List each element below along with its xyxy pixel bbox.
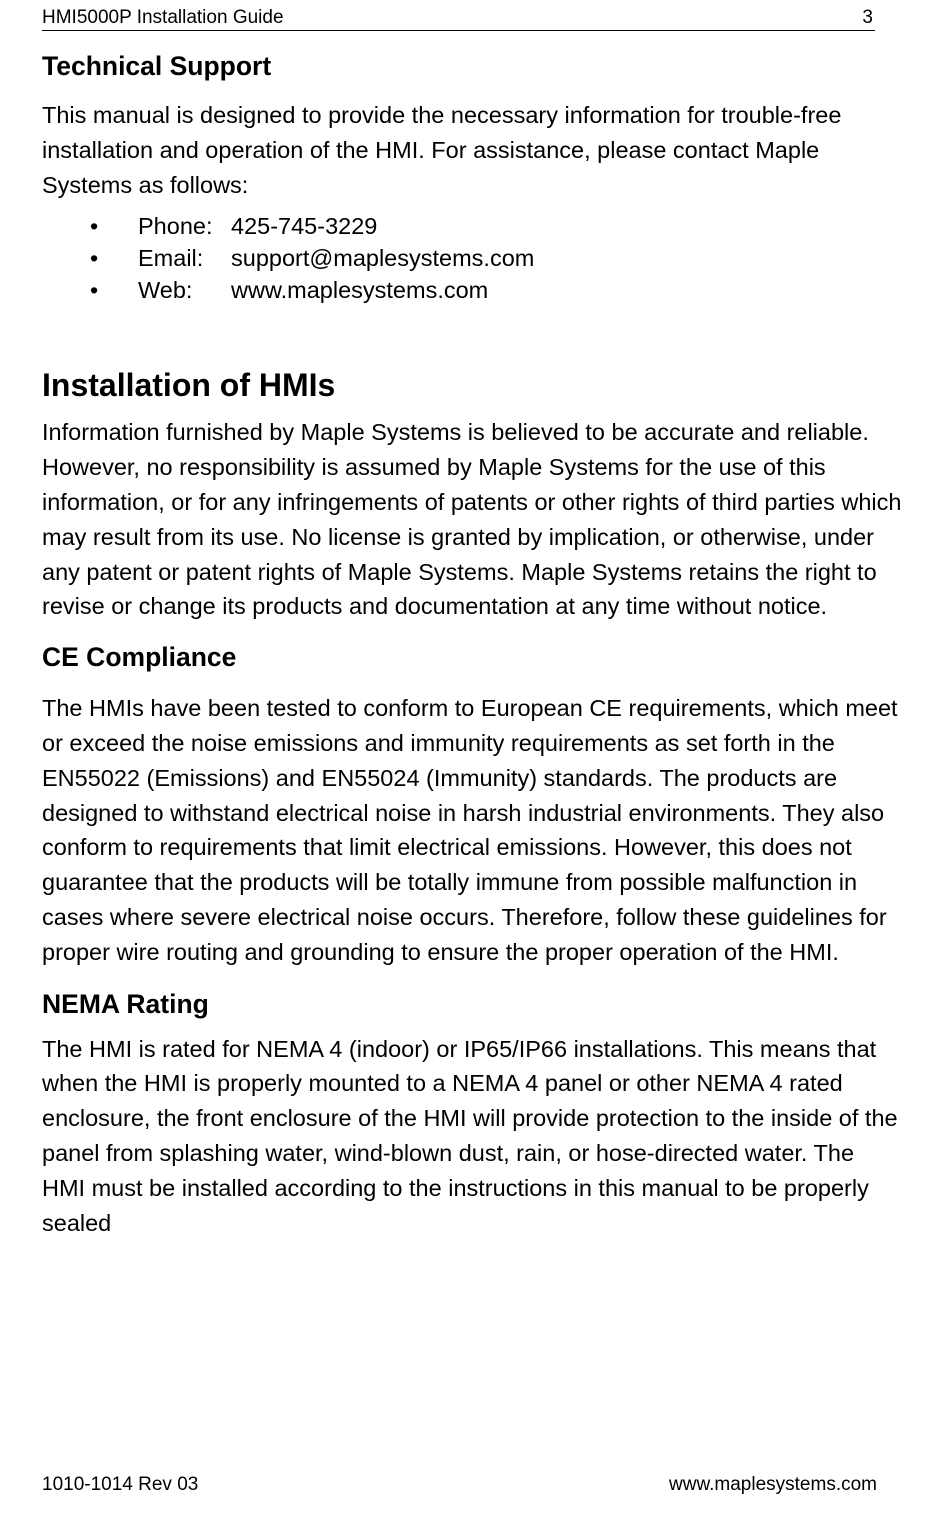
nema-rating-heading: NEMA Rating [42,988,209,1019]
installation-paragraph: Information furnished by Maple Systems is believed to be accurate and reliable. However, no responsibility is assumed by Maple Systems for the use of this information, or for any infringements of patents or other rights of third parties which may result from its use. No license is granted by implication, or otherwise, under any patent or patent rights of Maple Systems. Maple Systems retains the right to revise or change its products and documentation at any time without notice. [42,419,902,620]
bullet-icon: • [90,245,99,272]
ce-compliance-paragraph: The HMIs have been tested to conform to European CE requirements, which meet or exceed the noise emissions and immunity requirements as set forth in the EN55022 (Emissions) and EN55024 (Immunity) standards. The products are designed to withstand electrical noise in harsh industrial environments. They also conform to requirements that limit electrical emissions. However, this does not guarantee that the products will be totally immune from possible malfunction in cases where severe electrical noise occurs. Therefore, follow these guidelines for proper wire routing and grounding to ensure the proper operation of the HMI. [42,695,898,965]
page-header [42,6,875,31]
contact-list [42,210,902,306]
page-footer [42,1472,877,1498]
bullet-icon: • [90,277,99,304]
contact-item-web [42,274,902,306]
technical-support-paragraph: This manual is designed to provide the necessary information for trouble-free installation and operation of the HMI. For assistance, please contact Maple Systems as follows: [42,102,842,198]
nema-rating-paragraph: The HMI is rated for NEMA 4 (indoor) or IP65/IP66 installations. This means that when the HMI is properly mounted to a NEMA 4 panel or other NEMA 4 rated enclosure, the front enclosure of the HMI will provide protection to the inside of the panel from splashing water, wind-blown dust, rain, or hose-directed water. The HMI must be installed according to the instructions in this manual to be properly sealed [42,1035,898,1236]
page-number: 3 [862,7,873,28]
email-address: support@maplesystems.com [231,245,535,272]
technical-support-heading: Technical Support [42,51,272,81]
page-content [42,46,902,1240]
document-number: 1010-1014 Rev 03 [42,1474,199,1495]
contact-label: Web: [138,277,193,304]
contact-label: Phone: [138,213,213,240]
contact-item-phone [42,210,902,242]
bullet-icon: • [90,213,99,240]
document-title: HMI5000P Installation Guide [42,7,284,28]
ce-compliance-heading: CE Compliance [42,642,237,673]
footer-website: www.maplesystems.com [669,1474,877,1495]
website-url: www.maplesystems.com [231,277,489,304]
phone-number: 425-745-3229 [231,213,378,240]
contact-item-email [42,242,902,274]
contact-label: Email: [138,245,204,272]
installation-heading: Installation of HMIs [42,367,336,404]
